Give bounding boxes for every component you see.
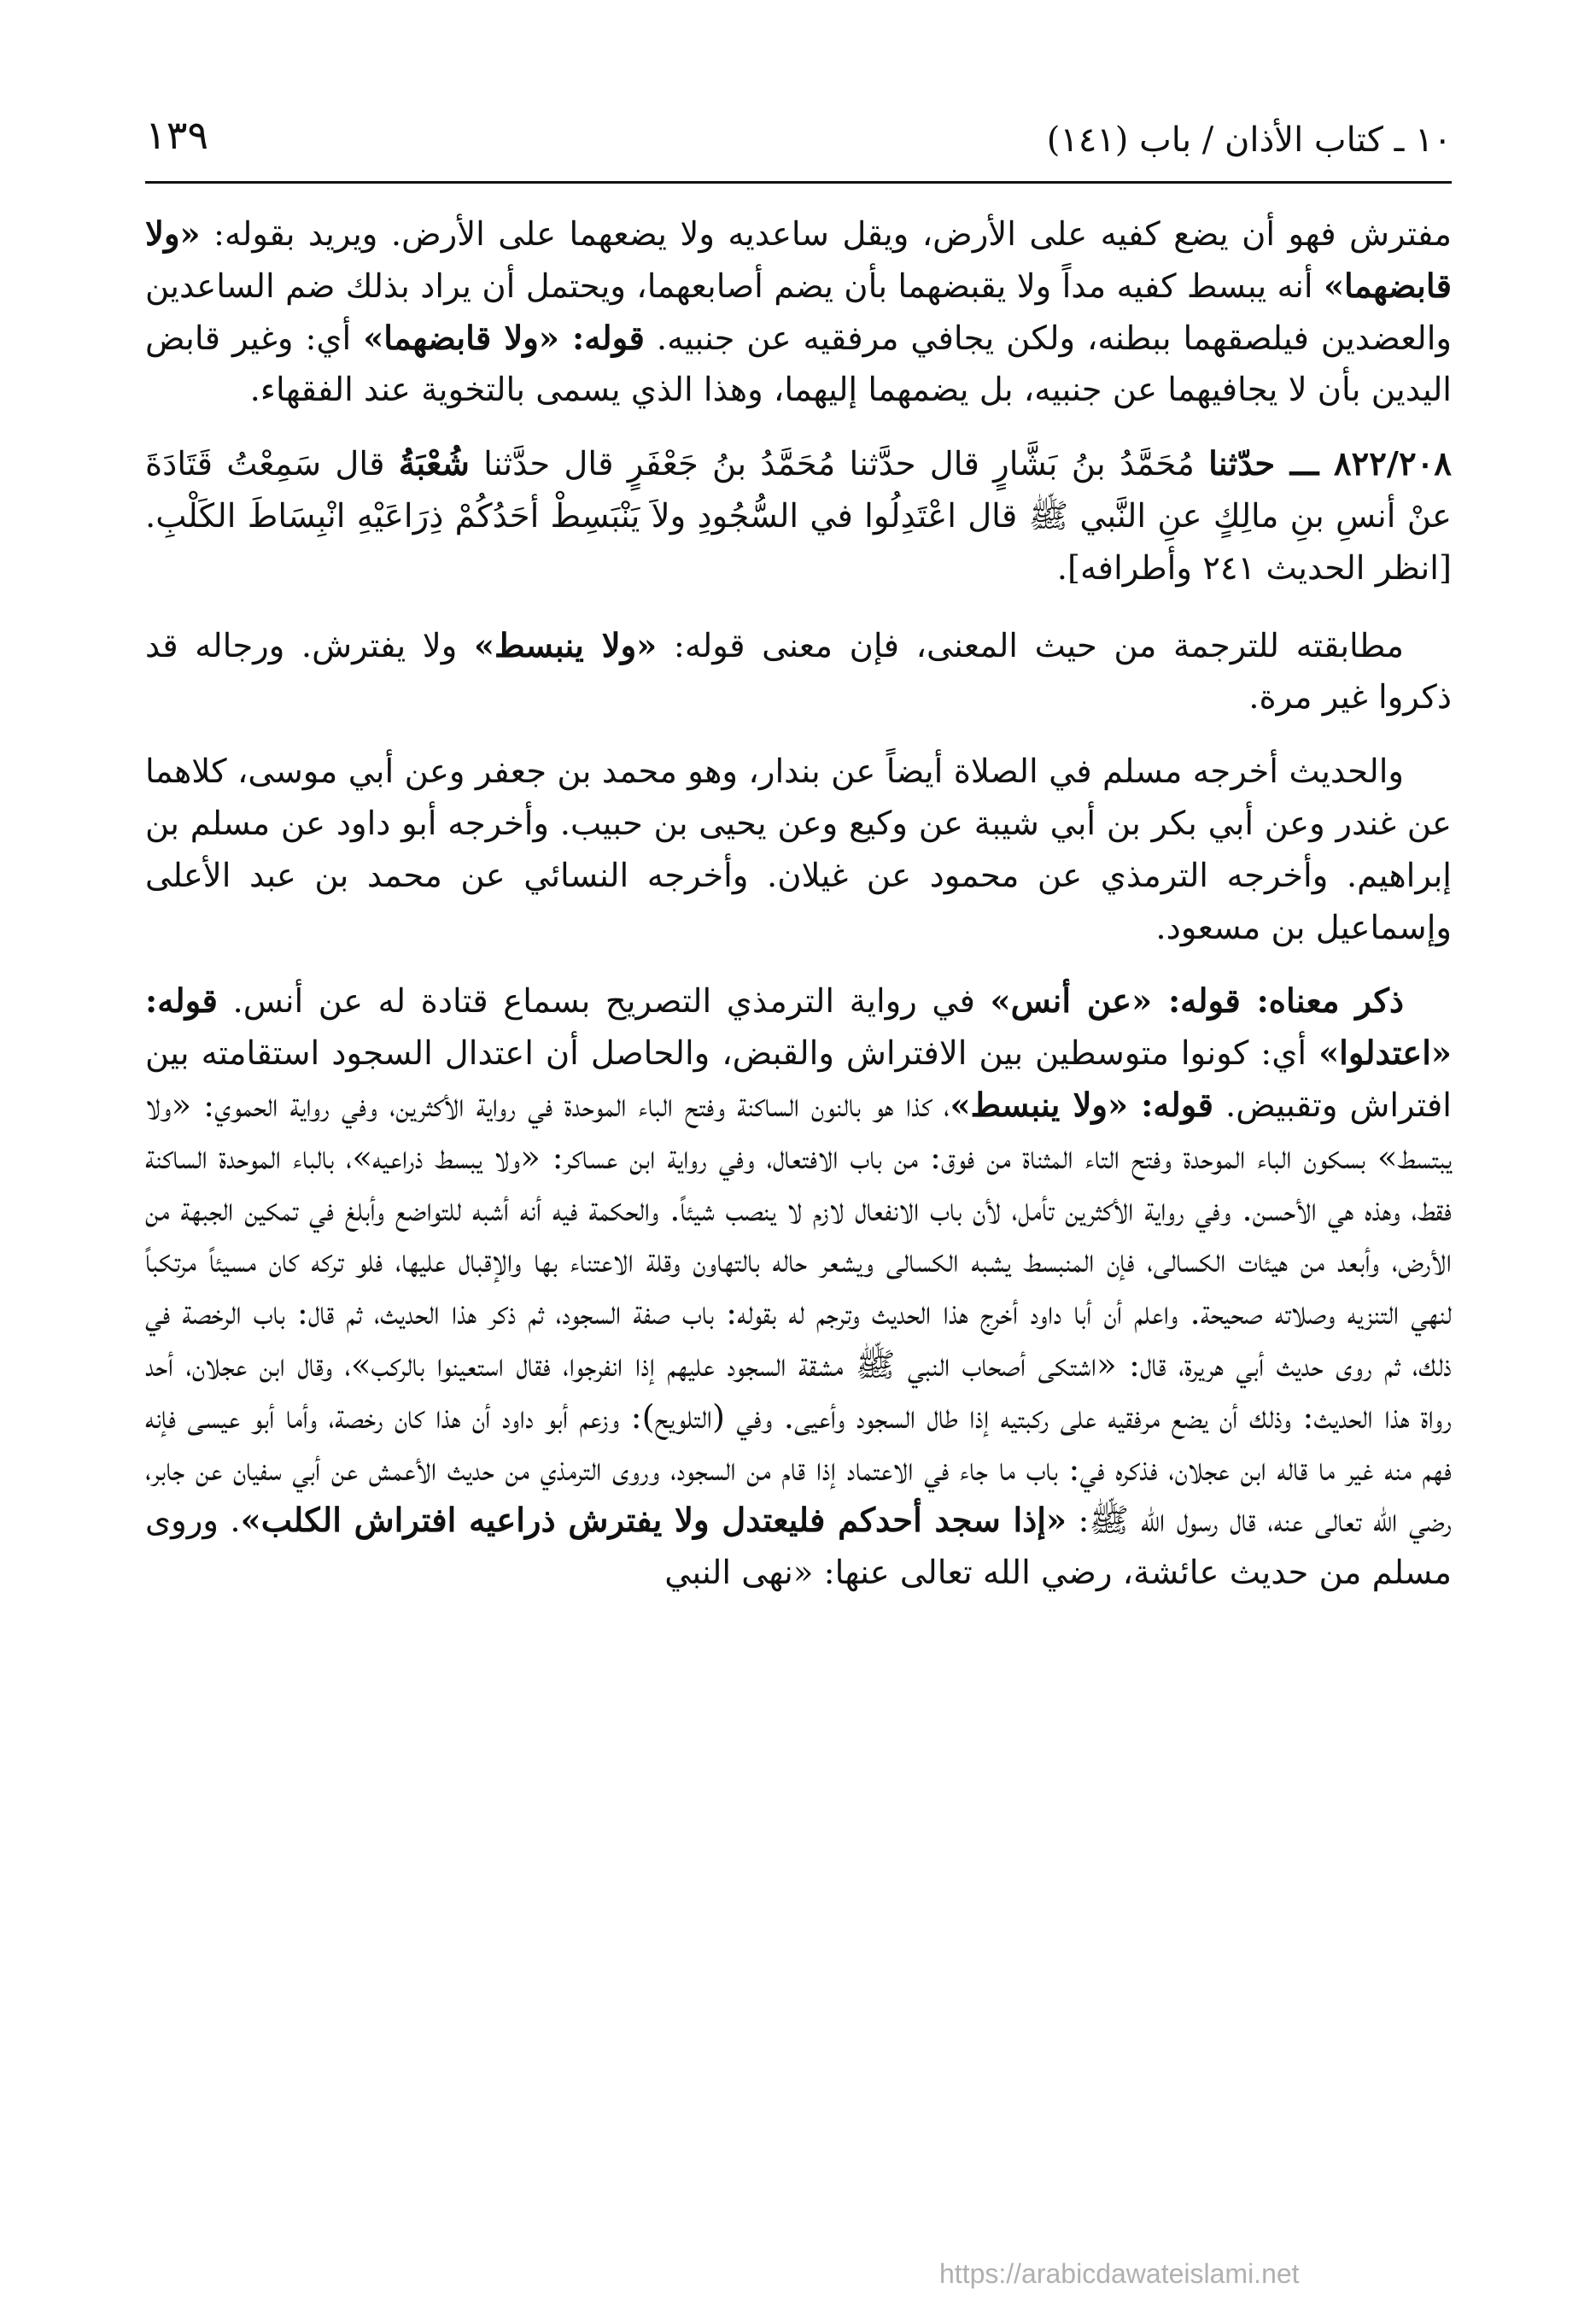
emphasized-text: «ولا ينبسط»: [473, 626, 658, 665]
text-segment: أي: وغير قابض اليدين بأن لا يجافيهما عن جنبيه، بل يضمهما إليهما، وهذا الذي يسمى بالتخوية عند الفقهاء.: [145, 319, 1452, 410]
emphasized-text: قوله: «اعتدلوا»: [145, 982, 1452, 1074]
emphasized-text: قوله: «ولا قابضهما»: [363, 319, 645, 358]
text-segment: أي: كونوا متوسطين بين الافتراش والقبض، والحاصل أن اعتدال السجود استقامته بين افتراش وتقبيض.: [145, 1034, 1453, 1125]
emphasized-text: ذكر معناه: قوله: «عن أنس»: [990, 982, 1404, 1021]
text-segment: مُحَمَّدُ بنُ بَشَّارٍ قال حدَّثنا مُحَمَّدُ بنُ جَعْفَرٍ قال حدَّثنا: [469, 445, 1209, 484]
commentary-paragraph: [145, 209, 1452, 417]
watermark-url[interactable]: https://arabicdawateislami.net: [939, 2258, 1300, 2289]
text-segment: في رواية الترمذي التصريح بسماع قتادة له عن أنس.: [217, 982, 991, 1021]
text-segment: مطابقته للترجمة من حيث المعنى، فإن معنى قوله:: [657, 626, 1404, 665]
text-segment: قال سَمِعْتُ قَتَادَةَ عنْ أنسِ بنِ مالِكٍ عنِ النَّبي ﷺ قال اعْتَدِلُوا في السُّجُودِ ولاَ يَنْبَسِطْ أحَدُكُمْ ذِرَاعَيْهِ انْبِسَاطَ الكَلْبِ. [انظر الحديث ٢٤١ وأطرافه].: [145, 445, 1452, 588]
commentary-paragraph: [145, 746, 1452, 954]
text-segment: ولا يفترش. ورجاله قد ذكروا غير مرة.: [145, 626, 1452, 717]
emphasized-text: قوله: «ولا ينبسط»: [950, 1086, 1214, 1125]
document-page: [145, 102, 1452, 2272]
text-segment: مفترش فهو أن يضع كفيه على الأرض، ويقل ساعديه ولا يضعهما على الأرض. ويريد بقوله:: [200, 215, 1452, 254]
commentary-paragraph: [145, 621, 1452, 725]
emphasized-text: «إذا سجد أحدكم فليعتدل ولا يفترش ذراعيه افتراش الكلب»: [240, 1501, 1067, 1541]
text-segment: أنه يبسط كفيه مداً ولا يقبضهما بأن يضم أصابعهما، ويحتمل أن يراد بذلك ضم الساعدين والعضدين فيلصقهما ببطنه، ولكن يجافي مرفقيه عن جنبيه.: [145, 266, 1452, 358]
text-segment: ، كذا هو بالنون الساكنة وفتح الباء الموحدة في رواية الأكثرين، وفي رواية الحموي: «ولا يبتسط» بسكون الباء الموحدة وفتح التاء المثناة من فوق: من باب الافتعال، وفي رواية ابن عساكر: «ولا يبسط ذراعيه»، بالباء الموحدة الساكنة فقط، وهذه هي الأحسن. وفي رواية الأكثرين تأمل، لأن باب الانفعال لازم لا ينصب شيئاً. والحكمة فيه أنه أشبه للتواضع وأبلغ في تمكين الجبهة من الأرض، وأبعد من هيئات الكسالى، فإن المنبسط يشبه الكسالى ويشعر حاله بالتهاون وقلة الاعتناء بها والإقبال عليها، فلو تركه كان مسيئاً مرتكباً لنهي التنزيه وصلاته صحيحة. واعلم أن أبا داود أخرج هذا الحديث وترجم له بقوله: باب صفة السجود، ثم ذكر هذا الحديث، ثم قال: باب الرخصة في ذلك، ثم روى حديث أبي هريرة، قال: «اشتكى أصحاب النبي ﷺ مشقة السجود عليهم إذا انفرجوا، فقال استعينوا بالركب»، وقال ابن عجلان، أحد رواة هذا الحديث: وذلك أن يضع مرفقيه على ركبتيه إذا طال السجود وأعيى. وفي (التلويح): وزعم أبو داود أن هذا كان رخصة، وأما أبو عيسى فإنه فهم منه غير ما قاله ابن عجلان، فذكره في: باب ما جاء في الاعتماد إذا قام من السجود، وروى الترمذي من حديث الأعمش عن أبي سفيان عن جابر، رضي الله تعالى عنه، قال رسول الله ﷺ:: [145, 1086, 1452, 1541]
running-title: ١٠ ـ كتاب الأذان / باب (١٤١): [1046, 120, 1452, 160]
body-text: [145, 209, 1452, 1600]
text-segment: . وروى مسلم من حديث عائشة، رضي الله تعالى عنها: «نهى النبي: [145, 1501, 1452, 1593]
hadith-text: [145, 439, 1452, 594]
commentary-paragraph: [145, 976, 1452, 1600]
text-segment: والحديث أخرجه مسلم في الصلاة أيضاً عن بندار، وهو محمد بن جعفر وعن أبي موسى، كلاهما عن غندر وعن أبي بكر بن أبي شيبة عن وكيع وعن يحيى بن حبيب. وأخرجه أبو داود عن مسلم بن إبراهيم. وأخرجه الترمذي عن محمود عن غيلان. وأخرجه النسائي عن محمد بن عبد الأعلى وإسماعيل بن مسعود.: [145, 752, 1452, 947]
emphasized-text: ٨٢٢/٢٠٨ ـــ حدّثنا: [1208, 445, 1452, 484]
emphasized-text: «ولا قابضهما»: [145, 215, 1452, 306]
page-number: ١٣٩: [145, 112, 209, 158]
emphasized-text: شُعْبَةُ: [398, 445, 470, 484]
page-header: [145, 102, 1452, 184]
